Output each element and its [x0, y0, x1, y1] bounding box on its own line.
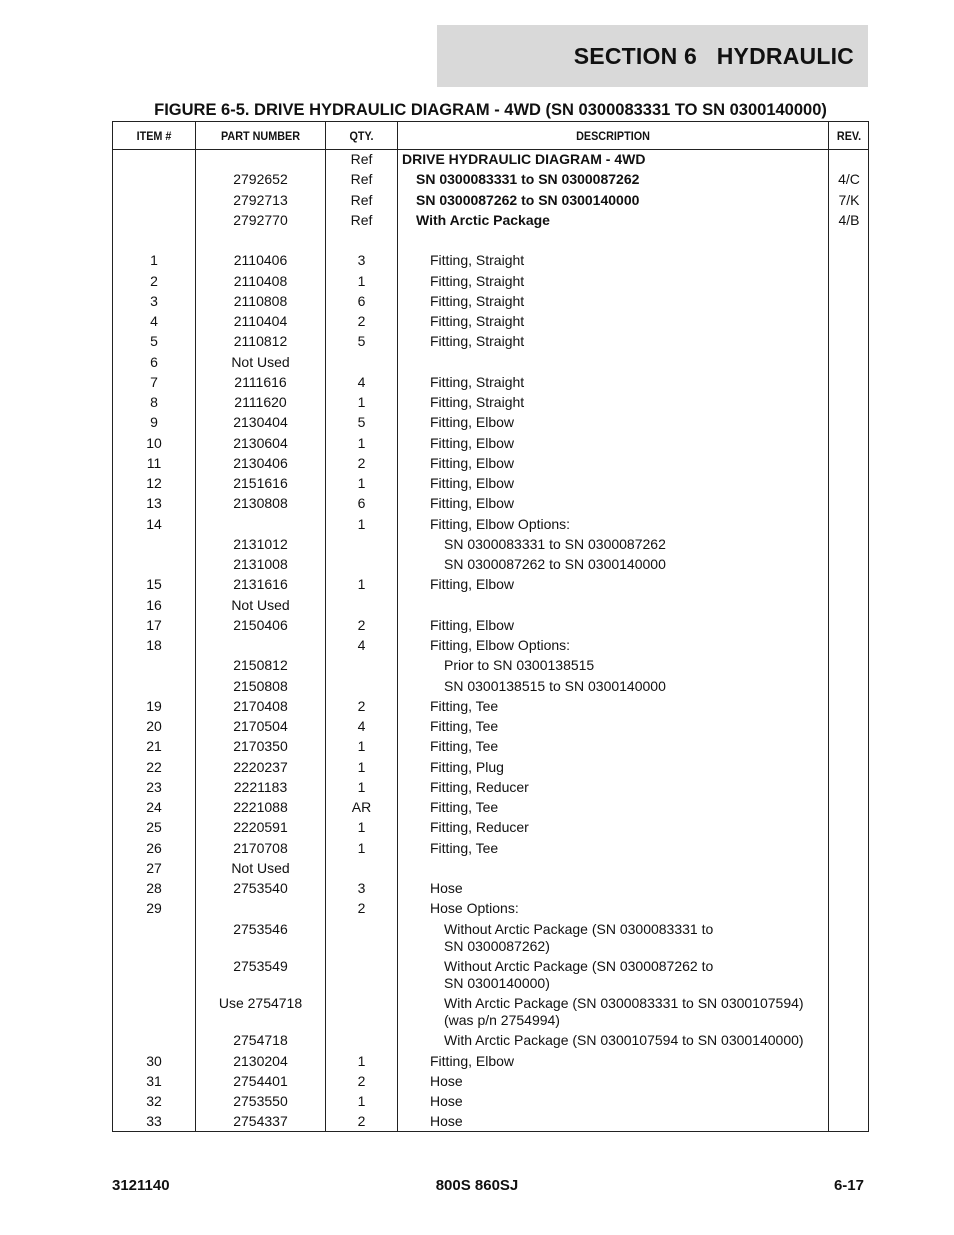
part-number-cell: 2220237	[233, 758, 288, 775]
item-number-cell: 7	[150, 373, 158, 390]
revision-cell: 7/K	[838, 191, 860, 208]
part-number-cell: 2130808	[233, 495, 288, 512]
quantity-cell: 3	[357, 880, 366, 896]
description-cell: Hose	[430, 880, 463, 896]
revision-cell: 4/C	[838, 171, 860, 188]
quantity-cell: 4	[357, 373, 366, 390]
quantity-cell: 2	[357, 1072, 366, 1089]
quantity-cell: Ref	[350, 191, 373, 208]
quantity-cell: 1	[357, 778, 366, 795]
item-number-cell: 25	[146, 819, 162, 836]
part-number-cell: 2110408	[233, 272, 288, 289]
quantity-cell: 6	[357, 292, 366, 309]
description-cell: Fitting, Elbow	[430, 414, 515, 431]
item-number-cell: 32	[146, 1093, 162, 1109]
part-number-cell: 2220591	[233, 819, 288, 836]
part-number-cell: 2792770	[233, 211, 288, 228]
description-cell: Prior to SN 0300138515	[444, 657, 595, 674]
item-number-cell: 2	[150, 272, 158, 289]
part-number-cell: 2754718	[233, 1032, 288, 1049]
description-cell: Fitting, Elbow	[430, 616, 515, 633]
part-number-cell: 2130204	[233, 1052, 288, 1069]
item-number-cell: 27	[146, 859, 162, 876]
quantity-cell: 1	[357, 394, 366, 410]
quantity-cell: 3	[357, 252, 366, 269]
quantity-cell: 1	[357, 758, 366, 775]
description-cell: Fitting, Elbow	[430, 434, 515, 451]
quantity-cell: 2	[357, 313, 366, 329]
quantity-cell: 1	[357, 576, 366, 593]
part-number-cell: 2111620	[234, 394, 287, 410]
description-cell: SN 0300087262 to SN 0300140000	[416, 191, 640, 208]
description-cell: Fitting, Straight	[430, 292, 525, 309]
footer-model: 800S 860SJ	[435, 1177, 519, 1194]
description-cell: Fitting, Tee	[430, 718, 499, 734]
item-number-cell: 19	[146, 697, 162, 714]
description-cell: With Arctic Package (SN 0300107594 to SN 0300140000)	[444, 1032, 804, 1049]
part-number-cell: 2150406	[233, 616, 288, 633]
description-cell: SN 0300083331 to SN 0300087262	[416, 171, 640, 188]
description-continuation: (was p/n 2754994)	[444, 1012, 560, 1028]
part-number-cell: 2150808	[233, 677, 288, 694]
description-cell: Fitting, Tee	[430, 799, 499, 815]
description-cell: Fitting, Elbow Options:	[430, 637, 571, 653]
quantity-cell: 1	[357, 475, 366, 491]
description-cell: SN 0300138515 to SN 0300140000	[444, 677, 666, 694]
part-number-cell: 2130604	[233, 434, 288, 451]
quantity-cell: 5	[357, 414, 366, 431]
item-number-cell: 20	[146, 718, 162, 734]
quantity-cell: AR	[351, 799, 372, 815]
part-number-cell: 2221183	[233, 778, 288, 795]
column-header-description: DESCRIPTION	[576, 128, 650, 143]
quantity-cell: 4	[357, 637, 366, 653]
description-cell: Fitting, Tee	[430, 839, 499, 856]
quantity-cell: 4	[357, 718, 366, 734]
description-cell: Fitting, Tee	[430, 697, 499, 714]
quantity-cell: Ref	[350, 171, 373, 188]
item-number-cell: 29	[146, 900, 162, 917]
item-number-cell: 9	[150, 414, 158, 431]
part-number-cell: Not Used	[231, 596, 290, 613]
description-cell: Fitting, Elbow Options:	[430, 515, 571, 532]
description-cell: Fitting, Straight	[430, 394, 525, 410]
part-number-cell: 2792652	[233, 171, 288, 188]
description-continuation: SN 0300140000)	[444, 974, 550, 991]
quantity-cell: 1	[357, 515, 366, 532]
item-number-cell: 5	[150, 333, 158, 350]
part-number-cell: 2150812	[233, 657, 288, 674]
quantity-cell: 1	[357, 1093, 366, 1109]
part-number-cell: 2131008	[233, 556, 288, 572]
item-number-cell: 11	[146, 454, 162, 471]
description-cell: Fitting, Plug	[430, 758, 504, 775]
description-cell: SN 0300083331 to SN 0300087262	[444, 535, 666, 552]
part-number-cell: 2753540	[233, 880, 288, 896]
item-number-cell: 23	[146, 778, 162, 795]
column-header-item: ITEM #	[136, 128, 172, 143]
description-cell: Fitting, Elbow	[430, 454, 515, 471]
part-number-cell: 2170350	[233, 738, 288, 755]
quantity-cell: 2	[357, 616, 366, 633]
part-number-cell: Not Used	[231, 353, 290, 370]
part-number-cell: 2131012	[233, 535, 288, 552]
item-number-cell: 31	[146, 1072, 162, 1089]
part-number-cell: 2130404	[233, 414, 288, 431]
item-number-cell: 26	[146, 839, 162, 856]
description-cell: DRIVE HYDRAULIC DIAGRAM - 4WD	[402, 151, 646, 167]
description-cell: Fitting, Straight	[430, 373, 525, 390]
description-cell: SN 0300087262 to SN 0300140000	[444, 556, 666, 572]
description-cell: Fitting, Elbow	[430, 475, 515, 491]
item-number-cell: 17	[146, 616, 162, 633]
description-cell: Fitting, Reducer	[430, 778, 529, 795]
description-cell: Fitting, Tee	[430, 738, 499, 755]
parts-table	[112, 121, 869, 1132]
item-number-cell: 15	[146, 576, 162, 593]
description-cell: Hose	[430, 1072, 463, 1089]
item-number-cell: 24	[146, 799, 162, 815]
part-number-cell: 2130406	[233, 454, 288, 471]
part-number-cell: 2110812	[233, 333, 288, 350]
part-number-cell: 2170408	[233, 697, 288, 714]
part-number-cell: Not Used	[231, 859, 290, 876]
quantity-cell: 1	[357, 434, 366, 451]
item-number-cell: 6	[150, 353, 158, 370]
section-header	[437, 25, 868, 87]
part-number-cell: 2170708	[233, 839, 288, 856]
column-header-qty: QTY.	[349, 128, 374, 143]
description-cell: Without Arctic Package (SN 0300087262 to	[444, 957, 714, 974]
quantity-cell: 2	[357, 900, 366, 917]
description-cell: With Arctic Package (SN 0300083331 to SN 0300107594)	[444, 995, 804, 1011]
item-number-cell: 12	[146, 475, 162, 491]
part-number-cell: 2110808	[233, 292, 288, 309]
footer-doc-number: 3121140	[112, 1177, 170, 1194]
part-number-cell: 2753546	[233, 920, 288, 937]
item-number-cell: 18	[146, 637, 162, 653]
description-cell: Fitting, Elbow	[430, 1052, 515, 1069]
item-number-cell: 13	[146, 495, 162, 512]
footer-page-number: 6-17	[833, 1177, 864, 1194]
part-number-cell: 2753549	[233, 957, 288, 974]
part-number-cell: 2792713	[233, 191, 288, 208]
part-number-cell: 2151616	[233, 475, 288, 491]
description-cell: Fitting, Elbow	[430, 576, 515, 593]
description-cell: Fitting, Straight	[430, 313, 525, 329]
column-header-rev: REV.	[836, 128, 862, 143]
quantity-cell: 2	[357, 1113, 366, 1130]
description-cell: Without Arctic Package (SN 0300083331 to	[444, 920, 714, 937]
quantity-cell: 5	[357, 333, 366, 350]
quantity-cell: 2	[357, 697, 366, 714]
quantity-cell: 6	[357, 495, 366, 512]
revision-cell: 4/B	[838, 211, 860, 228]
item-number-cell: 16	[146, 596, 162, 613]
quantity-cell: 1	[357, 819, 366, 836]
header-divider	[113, 149, 868, 150]
item-number-cell: 33	[146, 1113, 162, 1130]
item-number-cell: 1	[150, 252, 158, 269]
item-number-cell: 22	[146, 758, 162, 775]
section-title: SECTION 6 HYDRAULIC	[573, 42, 854, 69]
column-header-part-number: PART NUMBER	[220, 128, 301, 143]
item-number-cell: 30	[146, 1052, 162, 1069]
description-cell: Fitting, Straight	[430, 272, 525, 289]
figure-title: FIGURE 6-5. DRIVE HYDRAULIC DIAGRAM - 4WD (SN 0300083331 TO SN 0300140000)	[154, 101, 827, 119]
description-cell: Fitting, Reducer	[430, 819, 529, 836]
part-number-cell: 2753550	[233, 1093, 288, 1109]
part-number-cell: 2111616	[234, 373, 287, 390]
item-number-cell: 14	[146, 515, 162, 532]
description-cell: Hose	[430, 1093, 463, 1109]
quantity-cell: Ref	[350, 211, 373, 228]
item-number-cell: 21	[146, 738, 162, 755]
description-cell: Hose Options:	[430, 900, 519, 917]
quantity-cell: 2	[357, 454, 366, 471]
quantity-cell: Ref	[350, 151, 373, 167]
description-cell: Hose	[430, 1113, 463, 1130]
description-cell: With Arctic Package	[416, 211, 550, 228]
part-number-cell: 2110404	[233, 313, 288, 329]
part-number-cell: 2221088	[233, 799, 288, 815]
quantity-cell: 1	[357, 272, 366, 289]
item-number-cell: 3	[150, 292, 158, 309]
part-number-cell: 2754337	[233, 1113, 288, 1130]
description-continuation: SN 0300087262)	[444, 937, 550, 954]
part-number-cell: 2131616	[233, 576, 288, 593]
item-number-cell: 8	[150, 394, 158, 410]
description-cell: Fitting, Straight	[430, 252, 525, 269]
item-number-cell: 28	[146, 880, 162, 896]
part-number-cell: Use 2754718	[218, 995, 303, 1011]
description-cell: Fitting, Straight	[430, 333, 525, 350]
part-number-cell: 2110406	[233, 252, 288, 269]
description-cell: Fitting, Elbow	[430, 495, 515, 512]
quantity-cell: 1	[357, 839, 366, 856]
quantity-cell: 1	[357, 1052, 366, 1069]
quantity-cell: 1	[357, 738, 366, 755]
item-number-cell: 4	[150, 313, 158, 329]
item-number-cell: 10	[146, 434, 162, 451]
part-number-cell: 2170504	[233, 718, 288, 734]
part-number-cell: 2754401	[233, 1072, 288, 1089]
